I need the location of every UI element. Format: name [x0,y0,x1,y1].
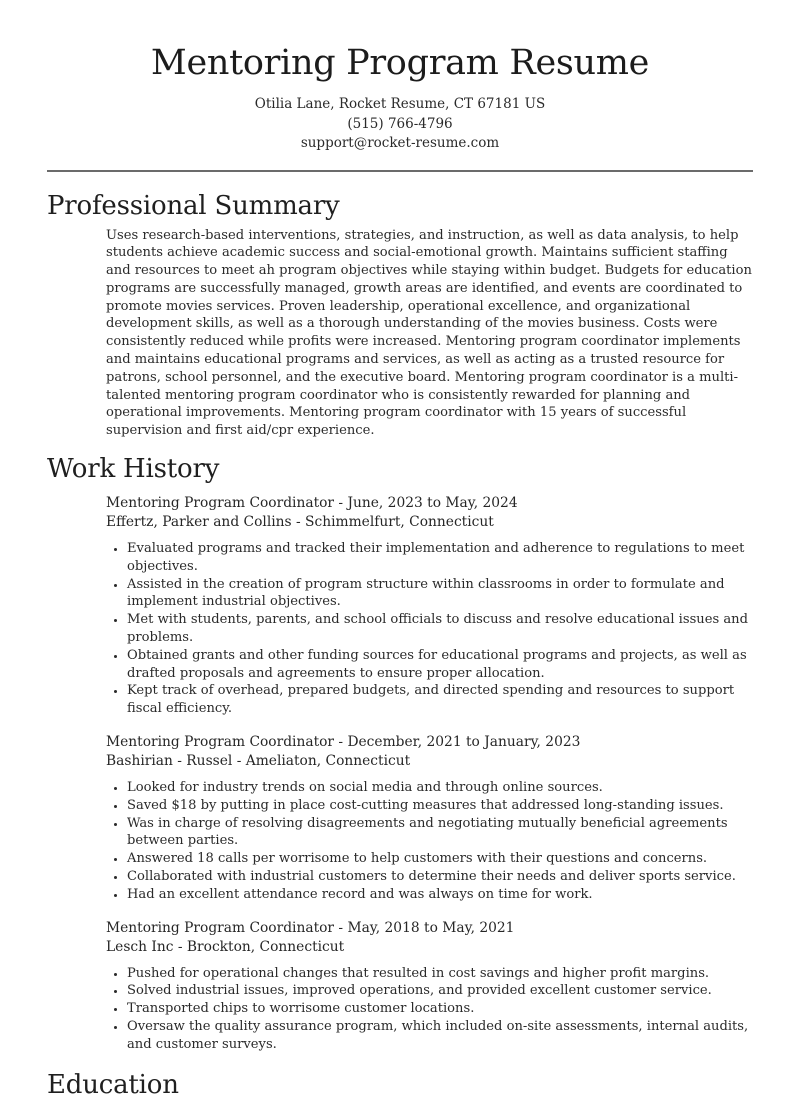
bullet-item: • Collaborated with industrial customers to determine their needs and deliver sports service. [127,868,753,886]
job-title: Mentoring Program Coordinator - December, 2021 to January, 2023 [106,734,581,751]
contact-phone: (515) 766-4796 [347,115,453,132]
section-heading-summary: Professional Summary [47,190,340,221]
job-entry [106,494,753,718]
bullet-item: • Solved industrial issues, improved operations, and provided excellent customer service. [127,982,753,1000]
job-bullets [106,779,753,904]
bullet-item: • Oversaw the quality assurance program, which included on-site assessments, internal audits, and customer surveys. [127,1018,753,1054]
education-section [0,1068,800,1102]
bullet-item: • Saved $18 by putting in place cost-cutting measures that addressed long-standing issues. [127,797,753,815]
professional-summary-section [0,189,800,441]
bullet-item: • Answered 18 calls per worrisome to help customers with their questions and concerns. [127,850,753,868]
bullet-item: • Had an excellent attendance record and was always on time for work. [127,886,753,904]
bullet-item: • Evaluated programs and tracked their implementation and adherence to regulations to meet objectives. [127,540,753,576]
bullet-item: • Obtained grants and other funding sources for educational programs and projects, as well as drafted proposals and agreements to ensure proper allocation. [127,647,753,683]
bullet-item: • Met with students, parents, and school officials to discuss and resolve educational issues and problems. [127,611,753,647]
job-title: Mentoring Program Coordinator - June, 2023 to May, 2024 [106,495,518,512]
contact-email: support@rocket-resume.com [300,135,500,151]
header-divider [47,170,753,172]
job-bullets [106,540,753,718]
summary-text: Uses research-based interventions, strategies, and instruction, as well as data analysis, to help students achieve academic success and social-emotional growth. Maintains sufficient staffing and resources to meet ah program objectives while staying within budget. Budgets for education programs are successfully managed, growth areas are identified, and events are coordinated to promote movies services. Proven leadership, operational excellence, and organizational development skills, as well as a thorough understanding of the movies business. Costs were consistently reduced while profits were increased. Mentoring program coordinator implements and maintains educational programs and services, as well as acting as a trusted resource for patrons, school personnel, and the executive board. Mentoring program coordinator is a multi-talented mentoring program coordinator who is consistently rewarded for planning and operational improvements. Mentoring program coordinator with 15 years of successful supervision and first aid/cpr experience. [106,227,752,439]
bullet-item: • Kept track of overhead, prepared budgets, and directed spending and resources to support fiscal efficiency. [127,682,753,718]
section-heading-work-history: Work History [47,454,220,485]
job-entry [106,919,753,1054]
job-company: Bashirian - Russel - Ameliaton, Connecticut [106,753,411,770]
work-history-section [0,452,800,1054]
contact-address: Otilia Lane, Rocket Resume, CT 67181 US [254,96,546,112]
bullet-item: • Pushed for operational changes that resulted in cost savings and higher profit margins. [127,965,753,983]
bullet-item: • Transported chips to worrisome customer locations. [127,1000,753,1018]
bullet-item: • Was in charge of resolving disagreements and negotiating mutually beneficial agreements between parties. [127,815,753,851]
job-title: Mentoring Program Coordinator - May, 2018 to May, 2021 [106,919,515,936]
job-entry [106,733,753,904]
job-bullets [106,965,753,1054]
contact-block [0,95,800,154]
bullet-item: • Looked for industry trends on social media and through online sources. [127,779,753,797]
job-company: Effertz, Parker and Collins - Schimmelfurt, Connecticut [106,514,494,531]
job-company: Lesch Inc - Brockton, Connecticut [106,938,345,955]
section-heading-education: Education [47,1069,179,1100]
bullet-item: • Assisted in the creation of program structure within classrooms in order to formulate and implement industrial objectives. [127,576,753,612]
resume-title: Mentoring Program Resume [150,43,650,83]
